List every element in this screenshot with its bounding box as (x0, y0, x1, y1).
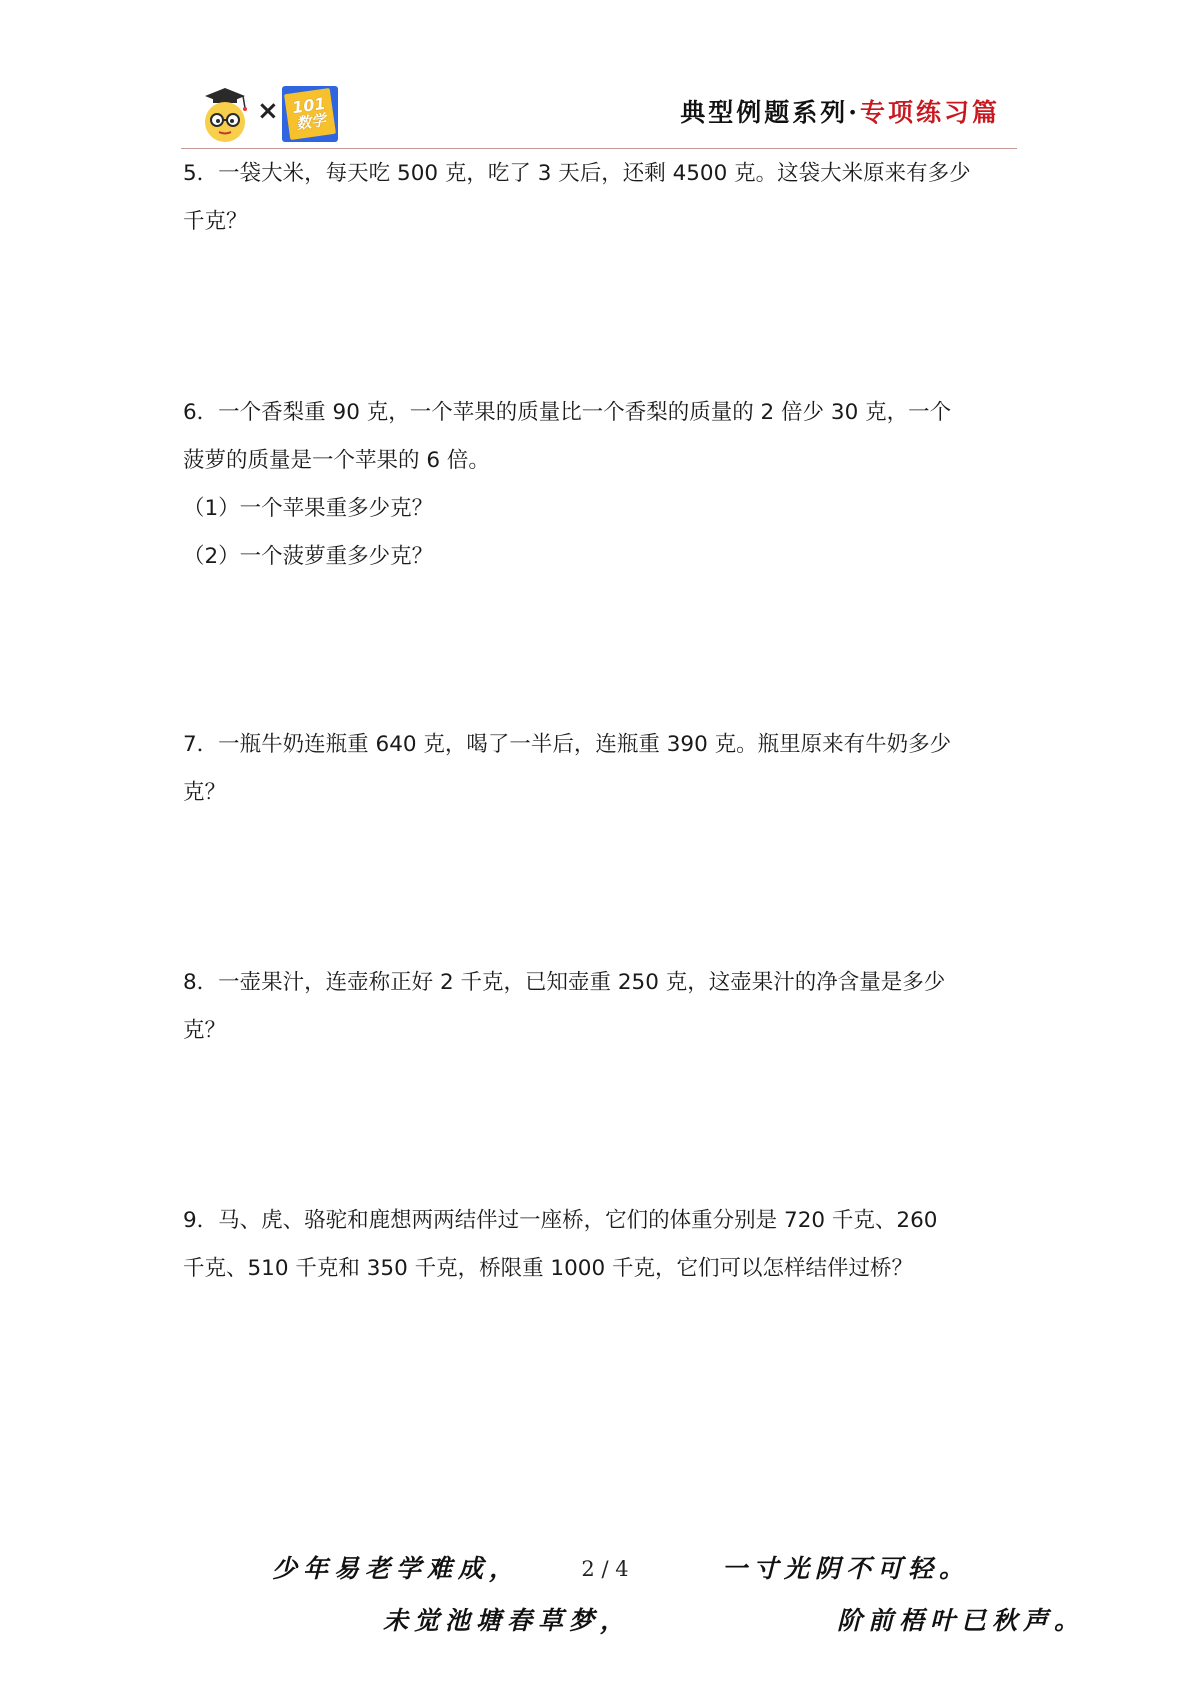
page-number: 2 / 4 (581, 1557, 629, 1581)
question-line: 8．一壶果汁，连壶称正好 2 千克，已知壶重 250 克，这壶果汁的净含量是多少 (183, 970, 946, 995)
sub-question: （1）一个苹果重多少克？ (183, 496, 434, 521)
question-line: 9．马、虎、骆驼和鹿想两两结伴过一座桥，它们的体重分别是 720 千克、260 (183, 1208, 938, 1233)
question-8 (183, 959, 1023, 1055)
question-line: 千克？ (183, 209, 248, 234)
series-title-sub: 专项练习篇 (859, 98, 1000, 127)
question-line: 克？ (183, 1018, 227, 1043)
page-header (181, 84, 1017, 148)
poem-line-1-right: 一寸光阴不可轻。 (722, 1554, 971, 1583)
question-7 (183, 721, 1023, 817)
question-line: 7．一瓶牛奶连瓶重 640 克，喝了一半后，连瓶重 390 克。瓶里原来有牛奶多少 (183, 732, 952, 757)
poem-line-2-right: 阶前梧叶已秋声。 (837, 1606, 1086, 1635)
app-logo-text-math: 数学 (294, 110, 328, 133)
app-101-logo-icon (282, 86, 338, 142)
series-title (680, 98, 1000, 128)
question-6 (183, 389, 1023, 581)
sub-question: （2）一个菠萝重多少克？ (183, 544, 434, 569)
header-divider (181, 148, 1017, 149)
question-line: 克？ (183, 780, 227, 805)
times-symbol: × (257, 96, 279, 126)
question-9 (183, 1197, 1023, 1293)
app-logo-card (284, 88, 336, 140)
question-line: 6．一个香梨重 90 克，一个苹果的质量比一个香梨的质量的 2 倍少 30 克，一个 (183, 400, 952, 425)
poem-line-1-left: 少年易老学难成， (272, 1554, 521, 1583)
series-title-main: 典型例题系列 (680, 98, 849, 127)
poem-line-2-left: 未觉池塘春草梦， (383, 1606, 632, 1635)
series-title-dot: · (848, 98, 860, 127)
question-5 (183, 150, 1023, 246)
app-logo-text-101: 101 (290, 93, 327, 118)
mascot-logo-icon (199, 84, 249, 144)
question-line: 菠萝的质量是一个苹果的 6 倍。 (183, 448, 490, 473)
question-line: 千克、510 千克和 350 千克，桥限重 1000 千克，它们可以怎样结伴过桥？ (183, 1256, 913, 1281)
question-line: 5．一袋大米，每天吃 500 克，吃了 3 天后，还剩 4500 克。这袋大米原来有多少 (183, 161, 971, 186)
